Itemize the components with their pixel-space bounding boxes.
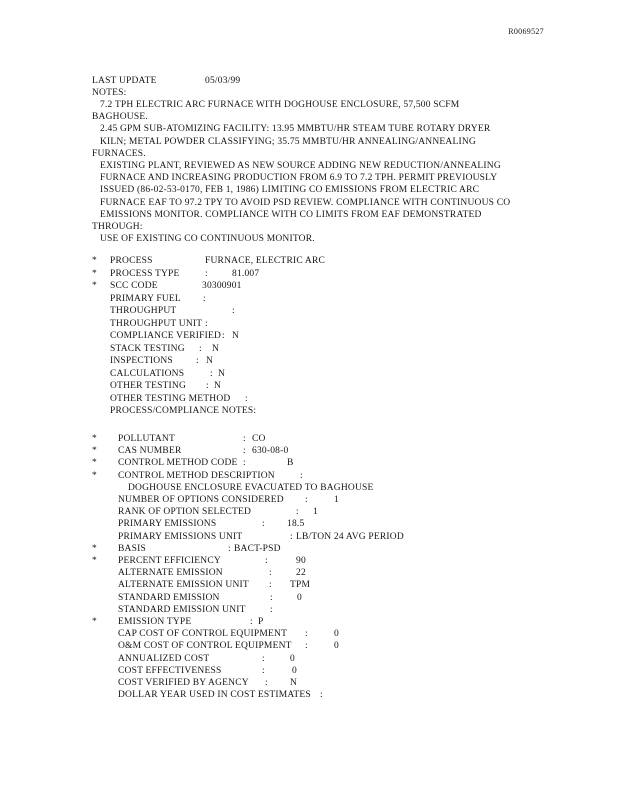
field-separator: : [222, 331, 225, 341]
notes-line: ISSUED (86-02-53-0170, FEB 1, 1986) LIMITING CO EMISSIONS FROM ELECTRIC ARC [100, 185, 480, 196]
field-separator: : [205, 318, 208, 329]
field-separator: : [262, 665, 265, 676]
field-value: 1 [313, 507, 318, 518]
required-marker: * [92, 617, 97, 627]
document-id: R0069527 [508, 27, 544, 36]
field-separator: : [210, 368, 213, 379]
field-separator: : [262, 519, 265, 530]
field-value: FURNACE, ELECTRIC ARC [205, 256, 326, 266]
notes-line: 7.2 TPH ELECTRIC ARC FURNACE WITH DOGHOUSE ENCLOSURE, 57,500 SCFM [100, 100, 460, 110]
field-label: PRIMARY EMISSIONS UNIT [118, 531, 243, 542]
required-marker: * [92, 268, 97, 279]
notes-line: BAGHOUSE. [92, 112, 148, 123]
field-value: 22 [296, 568, 306, 579]
field-value: 81.007 [232, 268, 260, 279]
field-separator: : [243, 458, 246, 469]
field-value: 0 [334, 641, 339, 652]
field-value: B [287, 458, 294, 469]
notes-line: KILN; METAL POWDER CLASSIFYING; 35.75 MMBTU/HR ANNEALING/ANNEALING [100, 136, 476, 147]
field-label: COST EFFECTIVENESS [118, 665, 222, 676]
field-value: 0 [290, 653, 295, 664]
notes-line: EMISSIONS MONITOR. COMPLIANCE WITH CO LIMITS FROM EAF DEMONSTRATED [100, 209, 482, 220]
required-marker: * [92, 256, 97, 266]
notes-line: FURNACE EAF TO 97.2 TPY TO AVOID PSD REVIEW. COMPLIANCE WITH CONTINUOUS CO [100, 197, 511, 208]
field-separator: : [203, 293, 206, 304]
field-label: CAP COST OF CONTROL EQUIPMENT [118, 629, 288, 640]
field-value: LB/TON 24 AVG PERIOD [296, 531, 404, 542]
field-value: N [214, 381, 222, 391]
field-value: N [206, 356, 214, 366]
field-separator: : [305, 641, 308, 652]
field-value: 18.5 [287, 519, 305, 530]
field-label: RANK OF OPTION SELECTED [118, 507, 252, 518]
field-label: ALTERNATE EMISSION UNIT [118, 580, 249, 591]
field-label: PROCESS/COMPLIANCE NOTES: [110, 406, 257, 416]
notes-label: NOTES: [92, 88, 127, 98]
notes-line: 2.45 GPM SUB-ATOMIZING FACILITY: 13.95 MMBTU/HR STEAM TUBE ROTARY DRYER [100, 124, 491, 135]
field-label: THROUGHPUT [110, 306, 177, 316]
required-marker: * [92, 470, 97, 481]
field-label: OTHER TESTING [110, 381, 187, 391]
field-separator: : [269, 580, 272, 591]
field-label: CONTROL METHOD CODE [118, 458, 238, 469]
notes-line: EXISTING PLANT, REVIEWED AS NEW SOURCE ADDING NEW REDUCTION/ANNEALING [100, 161, 501, 171]
field-label: EMISSION TYPE [118, 617, 192, 627]
field-value: 0 [292, 665, 297, 676]
last-update-label: LAST UPDATE [92, 76, 157, 86]
field-label: THROUGHPUT UNIT [110, 318, 203, 329]
field-value: 0 [297, 592, 302, 603]
field-separator: : [270, 604, 273, 615]
required-marker: * [92, 434, 97, 444]
field-separator: : [250, 617, 253, 627]
field-label: DOGHOUSE ENCLOSURE EVACUATED TO BAGHOUSE [128, 482, 374, 493]
field-value: N [232, 331, 240, 341]
field-value: TPM [290, 580, 311, 591]
notes-line: FURNACE AND INCREASING PRODUCTION FROM 6.9 TO 7.2 TPH. PERMIT PREVIOUSLY [100, 173, 498, 184]
field-separator: : [262, 653, 265, 664]
field-separator: : [265, 678, 268, 688]
field-separator: : [232, 306, 235, 316]
field-separator: : [228, 543, 231, 554]
required-marker: * [92, 556, 97, 566]
field-value: BACT-PSD [234, 543, 281, 554]
field-separator: : [205, 268, 208, 279]
field-label: STANDARD EMISSION UNIT [118, 604, 246, 615]
field-separator: : [270, 592, 273, 603]
field-value: N [290, 678, 298, 688]
required-marker: * [92, 458, 97, 469]
field-label: SCC CODE [110, 281, 158, 291]
field-separator: : [269, 568, 272, 579]
field-label: DOLLAR YEAR USED IN COST ESTIMATES [118, 690, 311, 701]
required-marker: * [92, 281, 97, 291]
field-label: PROCESS TYPE [110, 268, 180, 279]
field-label: COST VERIFIED BY AGENCY [118, 678, 249, 688]
field-label: NUMBER OF OPTIONS CONSIDERED [118, 495, 284, 505]
field-separator: : [265, 556, 268, 566]
field-separator: : [245, 393, 248, 404]
field-label: COMPLIANCE VERIFIED [110, 331, 222, 341]
field-label: CAS NUMBER [118, 446, 182, 457]
field-value: P [258, 617, 264, 627]
field-separator: : [296, 507, 299, 518]
field-value: 1 [334, 495, 339, 505]
field-separator: : [199, 343, 202, 354]
field-label: PERCENT EFFICIENCY [118, 556, 221, 566]
required-marker: * [92, 543, 97, 554]
field-label: PRIMARY FUEL [110, 293, 181, 304]
notes-line: THROUGH: [92, 222, 143, 232]
field-separator: : [305, 495, 308, 505]
field-value: 90 [296, 556, 306, 566]
field-label: ANNUALIZED COST [118, 653, 210, 664]
field-label: CONTROL METHOD DESCRIPTION [118, 470, 275, 481]
field-separator: : [305, 629, 308, 640]
notes-line: FURNACES. [92, 148, 146, 159]
field-label: CALCULATIONS [110, 368, 185, 379]
field-separator: : [300, 470, 303, 481]
field-label: STANDARD EMISSION [118, 592, 220, 603]
notes-line: USE OF EXISTING CO CONTINUOUS MONITOR. [100, 234, 315, 245]
field-separator: : [196, 356, 199, 366]
field-value: N [218, 368, 226, 379]
field-value: N [212, 343, 220, 354]
field-label: INSPECTIONS [110, 356, 173, 366]
field-value: CO [252, 434, 266, 444]
field-separator: : [320, 690, 323, 701]
field-value: 630-08-0 [252, 446, 289, 457]
field-value: 0 [334, 629, 339, 640]
field-label: BASIS [118, 543, 146, 554]
field-label: POLLUTANT [118, 434, 175, 444]
required-marker: * [92, 446, 97, 457]
field-label: OTHER TESTING METHOD [110, 393, 231, 404]
field-label: PRIMARY EMISSIONS [118, 519, 217, 530]
field-label: ALTERNATE EMISSION [118, 568, 223, 579]
field-label: O&M COST OF CONTROL EQUIPMENT [118, 641, 292, 652]
field-separator: : [243, 446, 246, 457]
field-value: 30300901 [202, 281, 242, 291]
field-separator: : [206, 381, 209, 391]
field-separator: : [290, 531, 293, 542]
last-update-value: 05/03/99 [205, 76, 241, 86]
field-separator: : [243, 434, 246, 444]
field-label: PROCESS [110, 256, 153, 266]
field-label: STACK TESTING [110, 343, 185, 354]
